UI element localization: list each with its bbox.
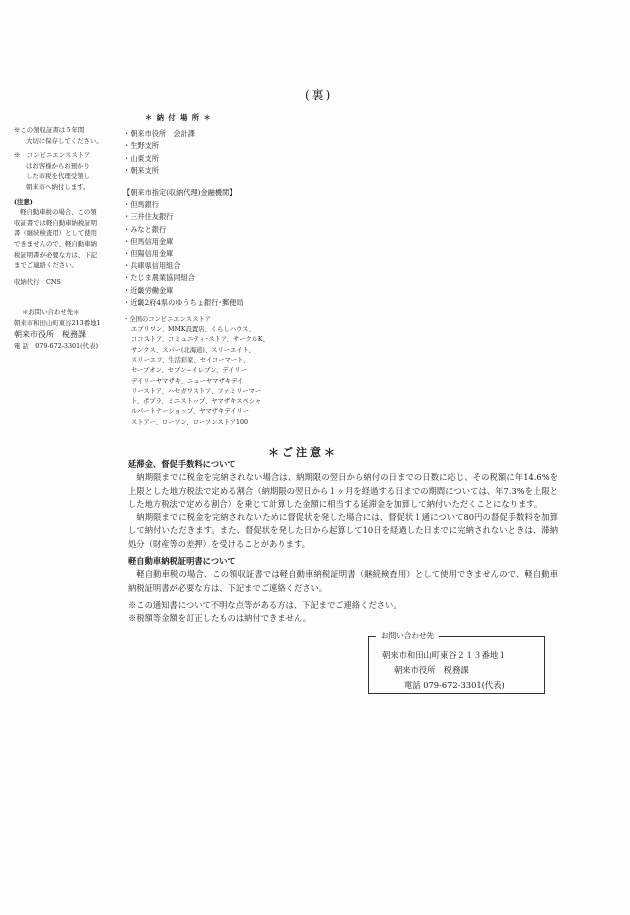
payment-places bbox=[123, 112, 293, 428]
bank-item: ・たじま農業協同組合 bbox=[123, 273, 195, 283]
office-item: ・朝来支所 bbox=[123, 165, 159, 175]
left-contact-address: 朝来市和田山町東谷213番地1 bbox=[14, 318, 101, 327]
correction-note: ※税額等金額を訂正したものは納付できません。 bbox=[128, 613, 312, 624]
store-line: スリーエフ、生活彩家、セイコーマート、 bbox=[131, 356, 250, 364]
caution-line: 書（継続検査用）として使用 bbox=[14, 229, 98, 238]
store-line: サンクス、スパー(北海道)、スリーエイト、 bbox=[131, 346, 255, 354]
store-line: ストアー、ローソン、ローソンストア100 bbox=[131, 418, 249, 426]
caution-line: までご連絡ください。 bbox=[14, 261, 78, 270]
bank-item: ・但陽信用金庫 bbox=[123, 249, 174, 259]
contact-phone: 電話 079-672-3301(代表) bbox=[404, 680, 505, 690]
vehicle-cert-heading: 軽自動車納税証明書について bbox=[128, 556, 236, 567]
retention-note-line: ※この領収証書は５年間 bbox=[14, 126, 85, 134]
bank-item: ・近畿2府4県のゆうちょ銀行･郵便局 bbox=[123, 297, 244, 307]
caution-text bbox=[14, 207, 118, 271]
left-contact-title: ＊お問い合わせ先＊ bbox=[22, 308, 80, 317]
caution-line: できませんので、軽自動車納 bbox=[14, 239, 97, 248]
store-line: ルパートナーショップ、ヤマザキデイリー bbox=[131, 408, 250, 416]
store-note-line: ※ コンビニエンスストア bbox=[14, 151, 91, 160]
office-item: ・生野支所 bbox=[123, 141, 159, 151]
late-fee-heading: 延滞金、督促手数料について bbox=[128, 459, 236, 469]
office-item: ・山東支所 bbox=[123, 153, 159, 163]
store-line: エブリワン、MMK設置店、くらしハウス、 bbox=[131, 326, 255, 334]
office-item: ・朝来市役所 会計課 bbox=[123, 129, 195, 139]
late-fee-paragraph: 納期限までに税金を完納されない場合は、納期限の翌日から納付の日までの日数に応じ、その税額に年14.6%を上限とした地方税法で定める割合（納期限の翌日から１ヶ月を経過する日までの期間については、年7.3%を上限とした地方税法で定める割合）を乗じて計算した金額に相当する延滞金を加算して納付いただくことになります。 bbox=[128, 472, 558, 509]
store-list bbox=[123, 325, 281, 428]
caution-line: 税証明書が必要な方は、下記 bbox=[14, 250, 98, 259]
contact-box-title: お問い合わせ先 bbox=[376, 630, 439, 641]
store-note bbox=[14, 150, 118, 192]
notice-section bbox=[128, 458, 558, 626]
bank-item: ・近畿労働金庫 bbox=[123, 285, 174, 295]
store-note-line: した市税を代理受領し bbox=[26, 172, 90, 181]
store-line: デイリーヤマザキ、ニューヤマザキデイ bbox=[131, 377, 244, 385]
bank-item: ・但馬銀行 bbox=[123, 200, 159, 210]
contact-box-body bbox=[382, 648, 506, 693]
store-line: セーブオン、セブン−イレブン、デイリー bbox=[131, 367, 248, 375]
retention-note bbox=[14, 125, 118, 146]
left-contact-phone: 電 話 079-672-3301(代表) bbox=[14, 341, 98, 350]
store-line: リーストア、ハセガワストア、ファミリーマー bbox=[131, 387, 262, 395]
payment-places-title: ＊ 納 付 場 所 ＊ bbox=[145, 113, 212, 122]
bank-item: ・三井住友銀行 bbox=[123, 212, 174, 222]
left-notes bbox=[14, 125, 118, 351]
collection-agent: 収納代行 CNS bbox=[14, 277, 61, 286]
caution-line: 軽自動車税の場合、この領 bbox=[20, 208, 97, 217]
bank-item: ・兵庫県信用組合 bbox=[123, 261, 181, 271]
store-line: ト、ポプラ、ミニストップ、ヤマザキスペシャ bbox=[131, 398, 262, 406]
retention-note-line: 大切に保存してください。 bbox=[26, 136, 103, 145]
caution-line: 収証書では軽自動車納税証明 bbox=[14, 218, 98, 227]
notice-title: ＊ご注意＊ bbox=[268, 446, 338, 459]
store-note-line: はお客様からお預かり bbox=[26, 161, 90, 170]
inquiry-note: ※この通知書について不明な点等がある方は、下記までご連絡ください。 bbox=[128, 599, 402, 610]
bank-item: ・みなと銀行 bbox=[123, 224, 167, 234]
caution-heading: (注意) bbox=[14, 197, 33, 206]
bank-item: ・但馬信用金庫 bbox=[123, 236, 174, 246]
banks-heading: 【朝来市指定(収納代理)金融機関】 bbox=[123, 188, 237, 198]
contact-office: 朝来市役所 税務課 bbox=[394, 665, 469, 675]
page-side-label: (裏) bbox=[305, 88, 333, 102]
store-line: ココストア、コミュニティ･ストア、サークルK、 bbox=[131, 336, 269, 344]
left-contact-office: 朝来市役所 税務課 bbox=[14, 329, 86, 339]
stores-heading: ・全国のコンビニエンスストア bbox=[123, 316, 211, 324]
contact-address: 朝来市和田山町東谷２１３番地１ bbox=[382, 650, 507, 660]
vehicle-cert-paragraph: 軽自動車税の場合、この領収証書では軽自動車納税証明書（継続検査用）として使用できませんので、軽自動車納税証明書が必要な方は、下記までご連絡ください。 bbox=[128, 569, 558, 593]
store-note-line: 朝来市へ納付します。 bbox=[26, 182, 90, 191]
dunning-fee-paragraph: 納期限までに税金を完納されないために督促状を発した場合には、督促状１通について80円の督促手数料を加算して納付いただきます。また、督促状を発した日から起算して10日を経過した日までに完納されないときは、滞納処分（財産等の差押）を受けることがあります。 bbox=[128, 512, 558, 549]
